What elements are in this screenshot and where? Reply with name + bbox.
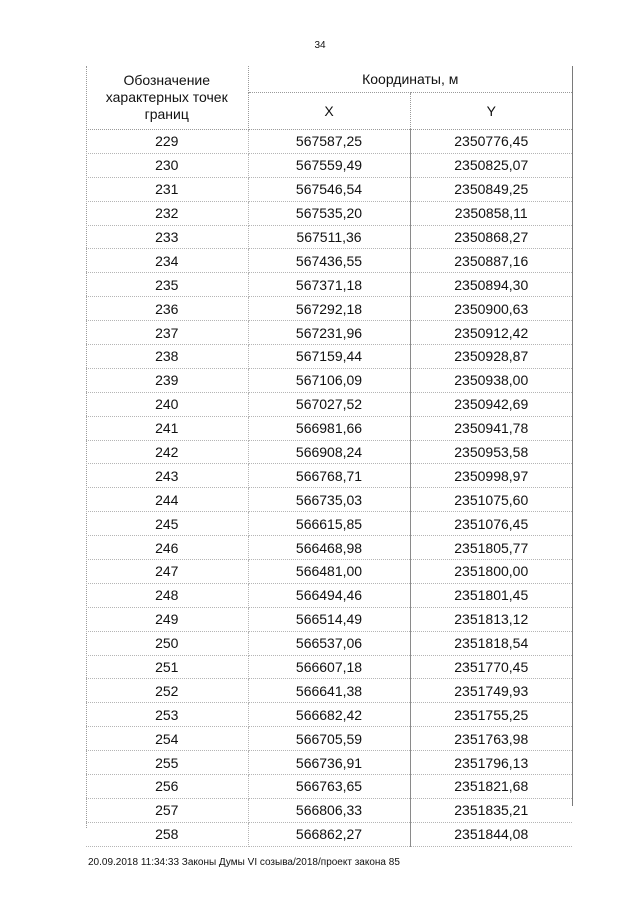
y-cell: 2351801,45 [410, 583, 572, 607]
y-cell: 2350953,58 [410, 440, 572, 464]
point-cell: 236 [86, 297, 248, 321]
y-cell: 2351844,08 [410, 822, 572, 846]
y-cell: 2351755,25 [410, 703, 572, 727]
x-cell: 566682,42 [248, 703, 410, 727]
point-cell: 249 [86, 607, 248, 631]
table-row [86, 177, 572, 201]
x-cell: 566736,91 [248, 751, 410, 775]
x-cell: 567559,49 [248, 153, 410, 177]
point-cell: 235 [86, 273, 248, 297]
table-row [86, 201, 572, 225]
y-cell: 2351076,45 [410, 512, 572, 536]
y-cell: 2350941,78 [410, 416, 572, 440]
point-cell: 240 [86, 392, 248, 416]
table-row [86, 249, 572, 273]
table-row [86, 368, 572, 392]
y-cell: 2350942,69 [410, 392, 572, 416]
table-row [86, 607, 572, 631]
x-cell: 567546,54 [248, 177, 410, 201]
table-row [86, 488, 572, 512]
x-cell: 566641,38 [248, 679, 410, 703]
x-cell: 567292,18 [248, 297, 410, 321]
point-cell: 232 [86, 201, 248, 225]
point-cell: 234 [86, 249, 248, 273]
x-cell: 566537,06 [248, 631, 410, 655]
table-row [86, 798, 572, 822]
x-cell: 567106,09 [248, 368, 410, 392]
y-cell: 2351796,13 [410, 751, 572, 775]
table-row [86, 130, 572, 154]
point-cell: 244 [86, 488, 248, 512]
x-cell: 566705,59 [248, 727, 410, 751]
table-row [86, 273, 572, 297]
table-row [86, 583, 572, 607]
header-point-line-1: Обозначение [123, 72, 211, 88]
table-row [86, 416, 572, 440]
table-row [86, 440, 572, 464]
x-cell: 566981,66 [248, 416, 410, 440]
x-cell: 567027,52 [248, 392, 410, 416]
y-cell: 2350887,16 [410, 249, 572, 273]
x-cell: 566514,49 [248, 607, 410, 631]
x-cell: 566763,65 [248, 775, 410, 799]
table-row [86, 655, 572, 679]
table-row [86, 321, 572, 345]
y-cell: 2350998,97 [410, 464, 572, 488]
point-cell: 253 [86, 703, 248, 727]
point-cell: 239 [86, 368, 248, 392]
y-cell: 2351770,45 [410, 655, 572, 679]
x-cell: 566494,46 [248, 583, 410, 607]
point-cell: 258 [86, 822, 248, 846]
table-body [86, 130, 572, 847]
x-cell: 566607,18 [248, 655, 410, 679]
point-cell: 245 [86, 512, 248, 536]
y-cell: 2350928,87 [410, 345, 572, 369]
x-cell: 566806,33 [248, 798, 410, 822]
x-cell: 567371,18 [248, 273, 410, 297]
header-coordinates: Координаты, м [248, 66, 572, 93]
point-cell: 233 [86, 225, 248, 249]
x-cell: 567587,25 [248, 130, 410, 154]
point-cell: 241 [86, 416, 248, 440]
y-cell: 2350858,11 [410, 201, 572, 225]
x-cell: 566768,71 [248, 464, 410, 488]
y-cell: 2351821,68 [410, 775, 572, 799]
x-cell: 566862,27 [248, 822, 410, 846]
x-cell: 566481,00 [248, 560, 410, 584]
point-cell: 242 [86, 440, 248, 464]
header-point-designation [86, 66, 248, 130]
point-cell: 231 [86, 177, 248, 201]
y-cell: 2350900,63 [410, 297, 572, 321]
y-cell: 2350776,45 [410, 130, 572, 154]
table-row [86, 703, 572, 727]
x-cell: 566908,24 [248, 440, 410, 464]
x-cell: 567511,36 [248, 225, 410, 249]
table-row [86, 392, 572, 416]
table-row [86, 297, 572, 321]
point-cell: 237 [86, 321, 248, 345]
table-row [86, 727, 572, 751]
y-cell: 2351818,54 [410, 631, 572, 655]
y-cell: 2351075,60 [410, 488, 572, 512]
x-cell: 566615,85 [248, 512, 410, 536]
point-cell: 250 [86, 631, 248, 655]
y-cell: 2351749,93 [410, 679, 572, 703]
table-row [86, 560, 572, 584]
y-cell: 2351800,00 [410, 560, 572, 584]
y-cell: 2350868,27 [410, 225, 572, 249]
y-cell: 2351763,98 [410, 727, 572, 751]
y-cell: 2350849,25 [410, 177, 572, 201]
header-point-line-2: характерных точек [105, 89, 228, 105]
table-row [86, 345, 572, 369]
x-cell: 567159,44 [248, 345, 410, 369]
header-y: Y [410, 93, 572, 130]
point-cell: 247 [86, 560, 248, 584]
point-cell: 238 [86, 345, 248, 369]
point-cell: 255 [86, 751, 248, 775]
y-cell: 2350912,42 [410, 321, 572, 345]
point-cell: 256 [86, 775, 248, 799]
table-row [86, 775, 572, 799]
header-point-line-3: границ [144, 106, 189, 122]
table-row [86, 751, 572, 775]
y-cell: 2351813,12 [410, 607, 572, 631]
header-x: X [248, 93, 410, 130]
table-row [86, 822, 572, 846]
y-cell: 2350894,30 [410, 273, 572, 297]
coordinates-table [86, 66, 572, 847]
point-cell: 230 [86, 153, 248, 177]
x-cell: 567231,96 [248, 321, 410, 345]
x-cell: 567535,20 [248, 201, 410, 225]
point-cell: 252 [86, 679, 248, 703]
table-row [86, 679, 572, 703]
table-row [86, 512, 572, 536]
point-cell: 229 [86, 130, 248, 154]
x-cell: 567436,55 [248, 249, 410, 273]
page-number: 34 [314, 40, 326, 51]
table-header [86, 66, 572, 130]
footer-stamp: 20.09.2018 11:34:33 Законы Думы VI созыва/2018/проект закона 85 [88, 857, 400, 868]
table-right-edge [572, 66, 573, 806]
x-cell: 566468,98 [248, 536, 410, 560]
y-cell: 2351805,77 [410, 536, 572, 560]
point-cell: 248 [86, 583, 248, 607]
table-row [86, 631, 572, 655]
point-cell: 257 [86, 798, 248, 822]
point-cell: 243 [86, 464, 248, 488]
y-cell: 2350938,00 [410, 368, 572, 392]
table-row [86, 536, 572, 560]
point-cell: 254 [86, 727, 248, 751]
point-cell: 251 [86, 655, 248, 679]
y-cell: 2351835,21 [410, 798, 572, 822]
y-cell: 2350825,07 [410, 153, 572, 177]
table-row [86, 464, 572, 488]
point-cell: 246 [86, 536, 248, 560]
x-cell: 566735,03 [248, 488, 410, 512]
table-row [86, 153, 572, 177]
table-row [86, 225, 572, 249]
